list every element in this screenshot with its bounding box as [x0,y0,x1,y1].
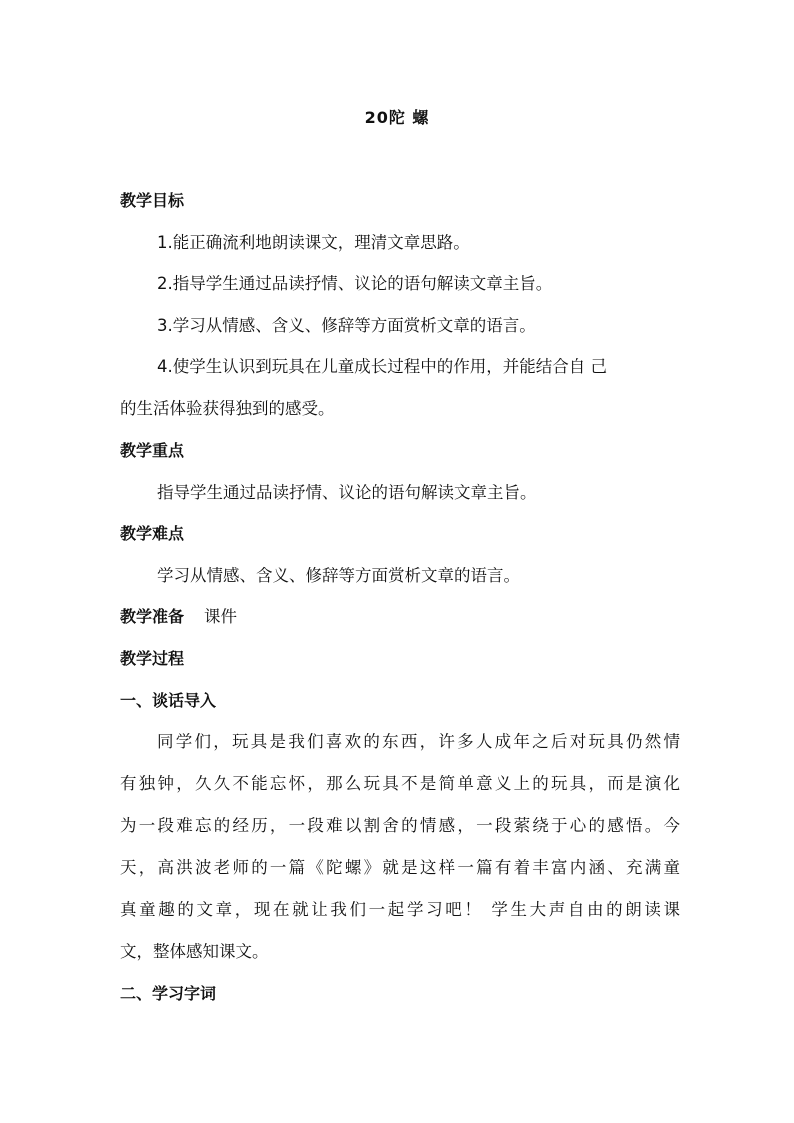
preparation-heading: 教学准备 [120,607,185,626]
key-points-text: 指导学生通过品读抒情、议论的语句解读文章主旨。 [157,483,537,502]
key-points-heading: 教学重点 [120,441,185,460]
objective-item: 3.学习从情感、含义、修辞等方面赏析文章的语言。 [157,316,536,335]
objectives-heading: 教学目标 [120,191,185,210]
paragraph-line: 同学们，玩具是我们喜欢的东西，许多人成年之后对玩具仍然情 [157,732,680,751]
process-heading: 教学过程 [120,649,185,668]
objective-item: 1.能正确流利地朗读课文，理清文章思路。 [157,233,470,252]
preparation-value: 课件 [204,607,238,626]
paragraph-line: 文，整体感知课文。 [120,942,269,961]
part-one-heading: 一、谈话导入 [120,691,217,710]
part-two-heading: 二、学习字词 [120,984,217,1003]
document-title: 20陀 螺 [364,108,430,127]
paragraph-line: 天，高洪波老师的一篇《陀螺》就是这样一篇有着丰富内涵、充满童 [120,858,680,877]
difficulties-text: 学习从情感、含义、修辞等方面赏析文章的语言。 [157,566,520,585]
paragraph-line: 为一段难忘的经历，一段难以割舍的情感，一段萦绕于心的感悟。今 [120,816,680,835]
preparation-row [120,606,680,628]
paragraph-line: 有独钟，久久不能忘怀，那么玩具不是简单意义上的玩具，而是演化 [120,774,680,793]
objective-item: 2.指导学生通过品读抒情、议论的语句解读文章主旨。 [157,274,553,293]
objective-item-continuation: 的生活体验获得独到的感受。 [120,399,335,418]
difficulties-heading: 教学难点 [120,524,185,543]
paragraph-line: 真童趣的文章，现在就让我们一起学习吧！ 学生大声自由的朗读课 [120,900,680,919]
objective-item: 4.使学生认识到玩具在儿童成长过程中的作用，并能结合自 己 [157,357,607,376]
